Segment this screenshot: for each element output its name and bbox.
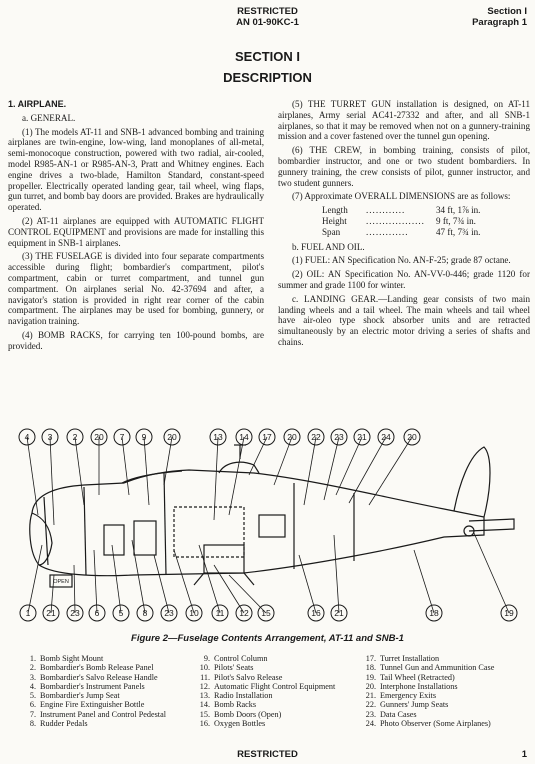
dimension-leader: ............. xyxy=(366,226,409,237)
legend-text: Bombardier's Instrument Panels xyxy=(40,681,145,691)
legend-item xyxy=(362,710,532,719)
legend-number: 17. xyxy=(365,654,376,663)
callout-number: 24 xyxy=(381,432,391,442)
page-number: 1 xyxy=(521,749,527,760)
legend-item xyxy=(196,691,361,700)
callout-number: 3 xyxy=(47,432,53,442)
legend-text: Bombardier's Salvo Release Handle xyxy=(40,672,158,682)
callout-leader xyxy=(75,437,84,505)
page-header-right xyxy=(472,6,527,28)
legend-number: 14. xyxy=(199,700,210,710)
legend-number: 11. xyxy=(200,672,210,682)
legend-number: 3. xyxy=(29,672,36,682)
legend-item xyxy=(22,654,192,663)
paragraph-models: (1) The models AT-11 and SNB-1 advanced bombing and training airplanes are twin-engine, low-wing, land monoplanes of all-metal, semi-monocoque construction, powered with two radial, air-cooled, model R985-AN-1 or R985-AN-3, Pratt and Whitney engines. Each engine drives a two-blade, Hamilton Standard, constant-speed propeller. Electrically operated landing gear, tail wheel, wing flaps, gun turret, and bomb bay doors are provided. Brakes are hydraulically operated. xyxy=(8,126,264,213)
footer-restricted: RESTRICTED xyxy=(237,749,298,760)
legend-item xyxy=(196,710,361,719)
legend-item xyxy=(22,710,192,719)
legend-item xyxy=(362,691,532,700)
paragraph-dimensions: (7) Approximate OVERALL DIMENSIONS are as follows: xyxy=(292,191,511,202)
paragraph-crew: (6) THE CREW, in bombing training, consists of pilot, bombardier instructor, and one or two student bombardiers. In gunnery training, the crew consists of pilot, gunner instructor, and two student gunners. xyxy=(278,145,530,188)
legend-item xyxy=(196,700,361,709)
dimension-label: Span xyxy=(322,226,341,237)
callout-number: 9 xyxy=(141,432,147,442)
callout-leader xyxy=(174,550,194,613)
legend-item xyxy=(362,663,532,672)
legend-number: 22. xyxy=(365,700,376,710)
callout-leader xyxy=(28,545,42,613)
callout-number: 10 xyxy=(189,608,199,618)
legend-number: 5. xyxy=(29,691,36,701)
legend-item xyxy=(196,654,361,663)
callout-leaders xyxy=(27,437,509,613)
legend-text: Rudder Pedals xyxy=(40,719,88,729)
airplane-heading: 1. AIRPLANE. xyxy=(8,99,67,109)
callout-number: 6 xyxy=(94,608,100,618)
callout-number: 17 xyxy=(262,432,272,442)
dimensions-table xyxy=(278,205,530,237)
callout-number: 14 xyxy=(239,432,249,442)
legend-item xyxy=(196,682,361,691)
section-subtitle: DESCRIPTION xyxy=(223,70,312,85)
callout-leader xyxy=(144,437,149,505)
legend-text: Interphone Installations xyxy=(380,681,458,691)
fuselage-outline xyxy=(30,445,514,587)
dimension-value: 9 ft, 7¾ in. xyxy=(436,215,476,226)
legend-number: 13. xyxy=(199,691,210,701)
callout-number: 12 xyxy=(239,608,249,618)
header-section: Section I xyxy=(487,6,527,17)
legend-text: Turret Installation xyxy=(380,654,440,663)
callout-number: 23 xyxy=(164,608,174,618)
legend-item xyxy=(196,673,361,682)
callout-leader xyxy=(369,437,412,505)
legend-item xyxy=(22,719,192,728)
callout-number: 21 xyxy=(46,608,56,618)
page-header xyxy=(0,6,535,28)
legend-number: 4. xyxy=(29,681,36,691)
callout-leader xyxy=(132,540,145,613)
legend-number: 1. xyxy=(29,654,36,663)
legend-item xyxy=(362,673,532,682)
callout-number: 20 xyxy=(94,432,104,442)
legend-text: Instrument Panel and Control Pedestal xyxy=(40,709,166,719)
legend-text: Control Column xyxy=(214,654,268,663)
legend-text: Oxygen Bottles xyxy=(214,719,266,729)
callout-leader xyxy=(122,437,129,495)
legend-item xyxy=(22,673,192,682)
callout-number: 15 xyxy=(261,608,271,618)
legend-item xyxy=(362,700,532,709)
right-column xyxy=(278,99,530,351)
legend-item xyxy=(362,654,532,663)
callout-leader xyxy=(334,535,339,613)
callout-number: 22 xyxy=(311,432,321,442)
legend-item xyxy=(196,719,361,728)
callout-number: 23 xyxy=(70,608,80,618)
callout-number: 20 xyxy=(167,432,177,442)
dimension-row xyxy=(278,216,530,227)
legend-text: Bombardier's Bomb Release Panel xyxy=(40,663,154,673)
legend-number: 23. xyxy=(365,709,376,719)
callout-leader xyxy=(27,437,38,515)
callout-number: 21 xyxy=(357,432,367,442)
callout-number: 2 xyxy=(72,432,78,442)
callout-number: 20 xyxy=(407,432,417,442)
legend-number: 9. xyxy=(203,654,210,663)
legend-item xyxy=(22,663,192,672)
legend-column-2 xyxy=(196,654,361,728)
callout-number: 5 xyxy=(118,608,124,618)
legend-item xyxy=(196,663,361,672)
legend-number: 21. xyxy=(365,691,376,701)
legend-number: 7. xyxy=(29,709,36,719)
header-paragraph: Paragraph 1 xyxy=(472,17,527,28)
bottom-callouts xyxy=(20,605,517,621)
callout-leader xyxy=(414,550,434,613)
dimension-label: Height xyxy=(322,215,347,226)
legend-number: 8. xyxy=(29,719,36,729)
callout-number: 19 xyxy=(504,608,514,618)
legend-text: Engine Fire Extinguisher Bottle xyxy=(40,700,145,710)
general-subheading: a. GENERAL. xyxy=(22,112,76,123)
paragraph-auto-flight: (2) AT-11 airplanes are equipped with AUTOMATIC FLIGHT CONTROL EQUIPMENT and provisions are made for installing this equipment in SNB-1 airplanes. xyxy=(8,215,264,248)
legend-number: 20. xyxy=(365,681,376,691)
legend-number: 19. xyxy=(365,672,376,682)
left-column xyxy=(8,99,264,355)
dimension-leader: .................. xyxy=(366,215,425,226)
legend-text: Bomb Doors (Open) xyxy=(214,709,282,719)
fuselage-diagram xyxy=(14,425,524,625)
callout-number: 18 xyxy=(429,608,439,618)
paragraph-fuel: (1) FUEL: AN Specification No. AN-F-25; grade 87 octane. xyxy=(292,255,511,266)
paragraph-turret-gun: (5) THE TURRET GUN installation is designed, on AT-11 airplanes, Army serial AC41-27332 and after, and all SNB-1 airplanes, so that it may be removed when not on a gunnery-training mission and a cover fastened over the tunnel gun opening. xyxy=(278,99,530,142)
callout-number: 23 xyxy=(334,432,344,442)
legend-column-3 xyxy=(362,654,532,728)
legend-text: Tunnel Gun and Ammunition Case xyxy=(380,663,495,673)
legend-text: Pilots' Seats xyxy=(214,663,254,673)
dimension-row xyxy=(278,227,530,238)
legend-number: 12. xyxy=(199,681,210,691)
legend-text: Bomb Sight Mount xyxy=(40,654,104,663)
legend-number: 2. xyxy=(29,663,36,673)
callout-leader xyxy=(304,437,316,505)
callout-number: 20 xyxy=(287,432,297,442)
legend-number: 16. xyxy=(199,719,210,729)
legend-text: Bomb Racks xyxy=(214,700,257,710)
legend-text: Tail Wheel (Retracted) xyxy=(380,672,455,682)
legend-number: 24. xyxy=(365,719,376,729)
callout-leader xyxy=(50,437,54,525)
legend-text: Radio Installation xyxy=(214,691,273,701)
legend-column-1 xyxy=(22,654,192,728)
dimension-row xyxy=(278,205,530,216)
callout-number: 8 xyxy=(142,608,148,618)
legend-number: 6. xyxy=(29,700,36,710)
callout-number: 16 xyxy=(311,608,321,618)
header-doc-id: AN 01-90KC-1 xyxy=(236,17,299,28)
legend-text: Bombardier's Jump Seat xyxy=(40,691,120,701)
hatch-open-label: OPEN xyxy=(53,579,69,585)
legend-item xyxy=(22,700,192,709)
legend-item xyxy=(22,691,192,700)
legend-text: Gunners' Jump Seats xyxy=(380,700,449,710)
section-title: SECTION I xyxy=(234,49,300,64)
legend-number: 15. xyxy=(199,709,210,719)
legend-item xyxy=(22,682,192,691)
callout-number: 11 xyxy=(215,608,225,618)
callout-leader xyxy=(199,545,220,613)
legend-number: 18. xyxy=(365,663,376,673)
figure-caption: Figure 2—Fuselage Contents Arrangement, AT-11 and SNB-1 xyxy=(131,633,404,644)
legend-text: Automatic Flight Control Equipment xyxy=(214,681,336,691)
dimension-value: 47 ft, 7¾ in. xyxy=(436,226,481,237)
paragraph-bomb-racks: (4) BOMB RACKS, for carrying ten 100-pound bombs, are provided. xyxy=(8,329,264,351)
legend-item xyxy=(362,682,532,691)
legend-item xyxy=(362,719,532,728)
legend-text: Pilot's Salvo Release xyxy=(214,672,283,682)
paragraph-landing-gear: c. LANDING GEAR.—Landing gear consists of two main landing wheels and a tail wheel. The main wheels and tail wheel have air-oleo type shock absorber units and are retracted simultaneously by an electric motor driving a series of shafts and chains. xyxy=(278,293,530,347)
dimension-value: 34 ft, 1⅞ in. xyxy=(436,205,481,216)
callout-number: 13 xyxy=(213,432,223,442)
callout-leader xyxy=(94,550,97,613)
legend-text: Photo Observer (Some Airplanes) xyxy=(380,719,491,729)
fuel-heading: b. FUEL AND OIL. xyxy=(292,241,365,252)
callout-leader xyxy=(474,533,509,613)
paragraph-fuselage: (3) THE FUSELAGE is divided into four separate compartments accessible during flight; bombardier's compartment, pilot's compartment, cabin or turret compartment, and tunnel gun compartment. On airplanes serial No. 42-37694 and after, a navigator's station is provided in right rear corner of the cabin compartment. The airplanes may be used for bombing, gunnery, or navigation training. xyxy=(8,251,264,327)
callout-leader xyxy=(249,437,267,475)
dimension-label: Length xyxy=(322,205,348,216)
callout-number: 7 xyxy=(119,432,125,442)
callout-leader xyxy=(154,555,169,613)
header-restricted: RESTRICTED xyxy=(237,6,298,17)
legend-text: Emergency Exits xyxy=(380,691,437,701)
legend-text: Data Cases xyxy=(380,709,417,719)
paragraph-oil: (2) OIL: AN Specification No. AN-VV-0-446; grade 1120 for summer and grade 1100 for winter. xyxy=(278,269,530,290)
callout-number: 4 xyxy=(24,432,30,442)
callout-number: 1 xyxy=(25,608,31,618)
callout-leader xyxy=(324,437,339,500)
callout-number: 21 xyxy=(334,608,344,618)
callout-leader xyxy=(229,437,244,515)
legend-number: 10. xyxy=(199,663,210,673)
dimension-leader: ............ xyxy=(366,205,406,216)
